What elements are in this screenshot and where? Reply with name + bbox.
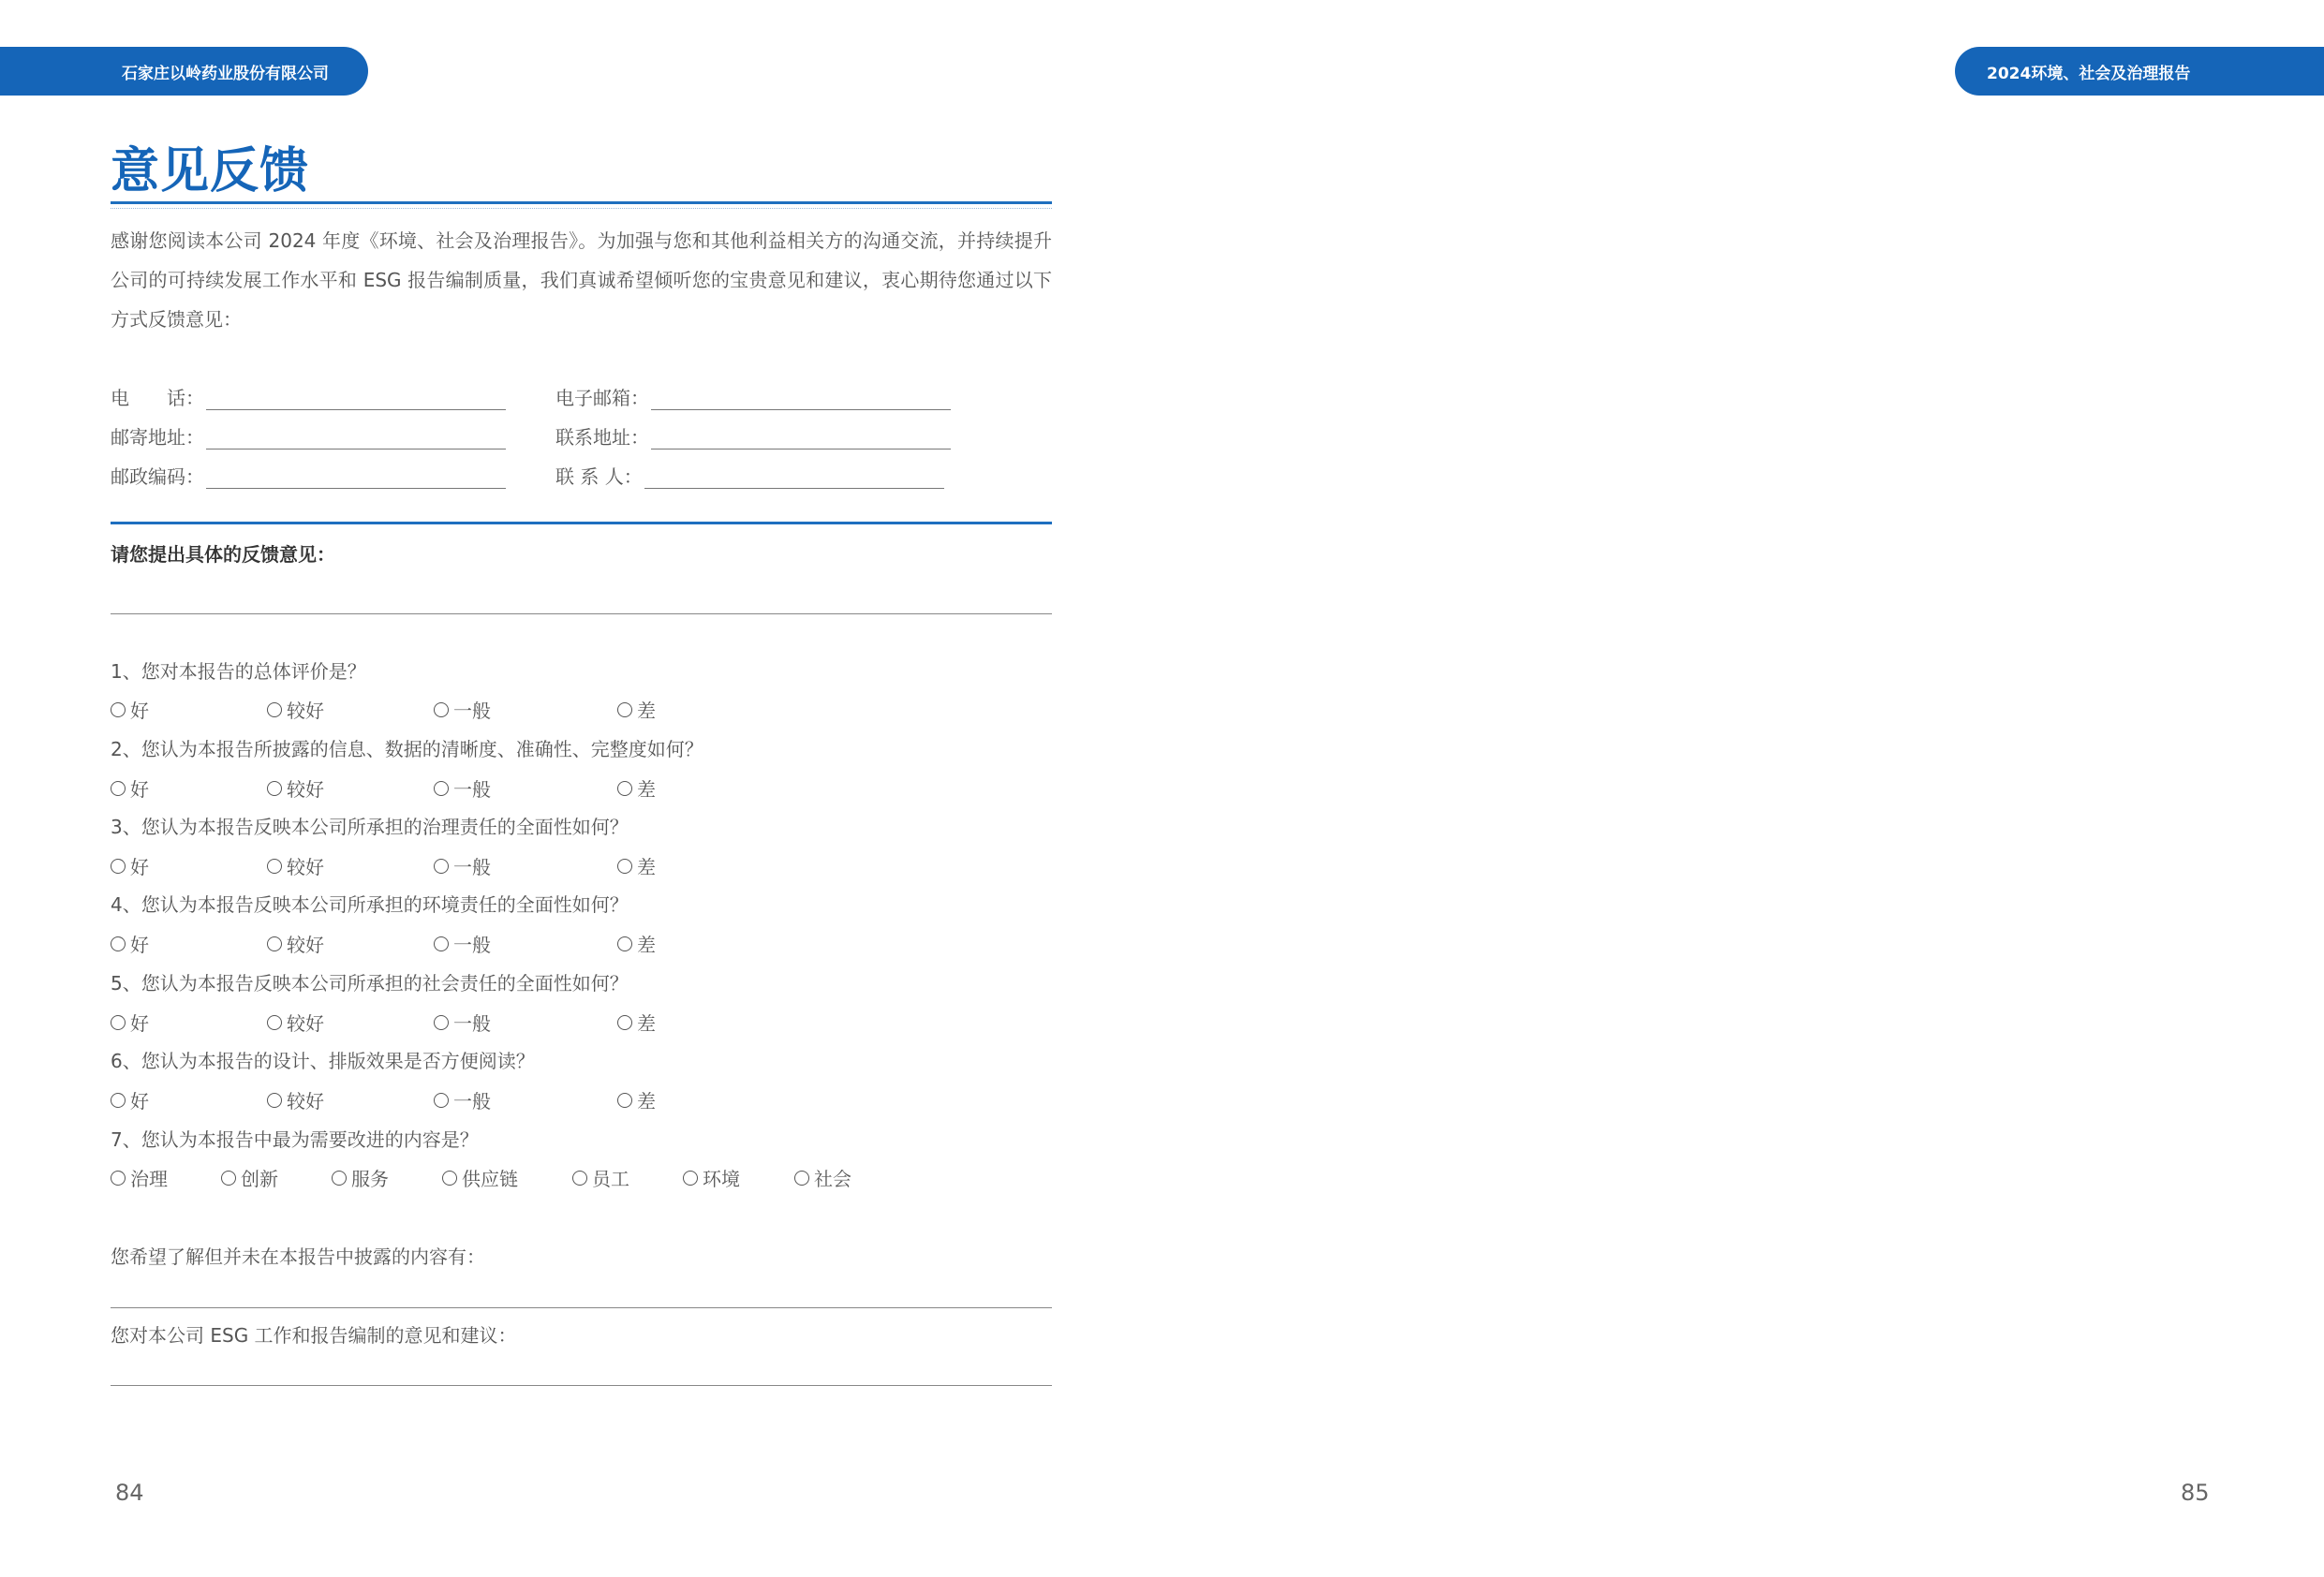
radio-icon[interactable]	[111, 936, 126, 951]
question-7: 7、您认为本报告中最为需要改进的内容是？	[111, 1128, 479, 1151]
radio-icon[interactable]	[111, 1015, 126, 1030]
q7-option-governance[interactable]: 治理	[111, 1164, 168, 1191]
contact-person-field[interactable]	[555, 461, 944, 489]
question-5: 5、您认为本报告反映本公司所承担的社会责任的全面性如何？	[111, 972, 629, 995]
radio-icon[interactable]	[617, 702, 632, 717]
q2-option-fairly-good[interactable]: 较好	[267, 774, 324, 802]
radio-icon[interactable]	[434, 859, 449, 874]
q1-option-poor[interactable]: 差	[617, 696, 656, 723]
phone-field[interactable]	[111, 382, 506, 410]
radio-icon[interactable]	[794, 1171, 809, 1186]
radio-icon[interactable]	[434, 936, 449, 951]
phone-label: 电 话：	[111, 387, 204, 409]
q6-option-poor[interactable]: 差	[617, 1086, 656, 1113]
contact-address-field[interactable]	[555, 421, 951, 450]
q3-option-fairly-good[interactable]: 较好	[267, 852, 324, 879]
page-number-left: 84	[115, 1480, 144, 1506]
radio-icon[interactable]	[617, 781, 632, 796]
section-rule	[111, 522, 1052, 524]
q7-option-innovation[interactable]: 创新	[221, 1164, 278, 1191]
q5-option-poor[interactable]: 差	[617, 1009, 656, 1036]
q2-option-average[interactable]: 一般	[434, 774, 491, 802]
q2-option-poor[interactable]: 差	[617, 774, 656, 802]
phone-input-line[interactable]	[206, 387, 506, 410]
title-dotted-rule	[111, 208, 1052, 209]
email-field[interactable]	[555, 382, 951, 410]
radio-icon[interactable]	[267, 936, 282, 951]
report-name: 2024环境、社会及治理报告	[1987, 64, 2191, 83]
q7-option-society[interactable]: 社会	[794, 1164, 851, 1191]
radio-icon[interactable]	[267, 1093, 282, 1108]
postcode-field[interactable]	[111, 461, 506, 489]
radio-icon[interactable]	[617, 1093, 632, 1108]
q4-option-good[interactable]: 好	[111, 930, 149, 957]
address-input-line[interactable]	[206, 426, 506, 450]
company-tab	[0, 47, 368, 96]
page-number-right: 85	[2181, 1480, 2210, 1506]
q4-option-average[interactable]: 一般	[434, 930, 491, 957]
q7-option-service[interactable]: 服务	[332, 1164, 389, 1191]
radio-icon[interactable]	[111, 781, 126, 796]
intro-paragraph: 感谢您阅读本公司 2024 年度《环境、社会及治理报告》。为加强与您和其他利益相关方的沟通交流，并持续提升公司的可持续发展工作水平和 ESG 报告编制质量，我们真诚希望倾听您的宝贵意见和建议，衷心期待您通过以下方式反馈意见：	[111, 229, 1052, 331]
contact-address-input-line[interactable]	[651, 426, 951, 450]
q7-option-environment[interactable]: 环境	[683, 1164, 740, 1191]
radio-icon[interactable]	[111, 1171, 126, 1186]
q6-option-good[interactable]: 好	[111, 1086, 149, 1113]
report-tab	[1955, 47, 2324, 96]
radio-icon[interactable]	[267, 702, 282, 717]
question-2: 2、您认为本报告所披露的信息、数据的清晰度、准确性、完整度如何？	[111, 738, 703, 760]
radio-icon[interactable]	[434, 702, 449, 717]
radio-icon[interactable]	[617, 859, 632, 874]
undisclosed-content-prompt: 您希望了解但并未在本报告中披露的内容有：	[111, 1245, 485, 1268]
contact-address-label: 联系地址：	[555, 426, 649, 449]
q5-option-average[interactable]: 一般	[434, 1009, 491, 1036]
undisclosed-content-answer-line[interactable]	[111, 1307, 1052, 1308]
radio-icon[interactable]	[434, 1015, 449, 1030]
q7-option-supply-chain[interactable]: 供应链	[442, 1164, 518, 1191]
address-label: 邮寄地址：	[111, 426, 204, 449]
q1-option-average[interactable]: 一般	[434, 696, 491, 723]
q5-option-good[interactable]: 好	[111, 1009, 149, 1036]
radio-icon[interactable]	[221, 1171, 236, 1186]
email-label: 电子邮箱：	[555, 387, 649, 409]
postcode-input-line[interactable]	[206, 465, 506, 489]
page-title: 意见反馈	[111, 143, 310, 199]
q6-option-average[interactable]: 一般	[434, 1086, 491, 1113]
radio-icon[interactable]	[267, 859, 282, 874]
postcode-label: 邮政编码：	[111, 465, 204, 488]
question-6: 6、您认为本报告的设计、排版效果是否方便阅读？	[111, 1050, 535, 1072]
radio-icon[interactable]	[683, 1171, 698, 1186]
esg-suggestion-answer-line[interactable]	[111, 1385, 1052, 1386]
feedback-answer-line[interactable]	[111, 613, 1052, 614]
email-input-line[interactable]	[651, 387, 951, 410]
q3-option-poor[interactable]: 差	[617, 852, 656, 879]
radio-icon[interactable]	[267, 1015, 282, 1030]
contact-person-label: 联 系 人：	[555, 465, 643, 488]
radio-icon[interactable]	[267, 781, 282, 796]
radio-icon[interactable]	[434, 1093, 449, 1108]
q7-option-employees[interactable]: 员工	[572, 1164, 629, 1191]
q3-option-average[interactable]: 一般	[434, 852, 491, 879]
q4-option-poor[interactable]: 差	[617, 930, 656, 957]
q1-option-fairly-good[interactable]: 较好	[267, 696, 324, 723]
q5-option-fairly-good[interactable]: 较好	[267, 1009, 324, 1036]
q1-option-good[interactable]: 好	[111, 696, 149, 723]
radio-icon[interactable]	[617, 1015, 632, 1030]
title-rule	[111, 201, 1052, 204]
radio-icon[interactable]	[111, 859, 126, 874]
q4-option-fairly-good[interactable]: 较好	[267, 930, 324, 957]
question-3: 3、您认为本报告反映本公司所承担的治理责任的全面性如何？	[111, 816, 629, 838]
address-field[interactable]	[111, 421, 506, 450]
radio-icon[interactable]	[442, 1171, 457, 1186]
radio-icon[interactable]	[111, 1093, 126, 1108]
feedback-heading: 请您提出具体的反馈意见：	[111, 543, 335, 566]
radio-icon[interactable]	[617, 936, 632, 951]
radio-icon[interactable]	[434, 781, 449, 796]
company-name: 石家庄以岭药业股份有限公司	[122, 64, 329, 83]
q2-option-good[interactable]: 好	[111, 774, 149, 802]
radio-icon[interactable]	[111, 702, 126, 717]
radio-icon[interactable]	[332, 1171, 347, 1186]
question-4: 4、您认为本报告反映本公司所承担的环境责任的全面性如何？	[111, 893, 629, 916]
contact-person-input-line[interactable]	[644, 465, 944, 489]
question-1: 1、您对本报告的总体评价是？	[111, 660, 366, 683]
q3-option-good[interactable]: 好	[111, 852, 149, 879]
q6-option-fairly-good[interactable]: 较好	[267, 1086, 324, 1113]
esg-suggestion-prompt: 您对本公司 ESG 工作和报告编制的意见和建议：	[111, 1324, 517, 1347]
radio-icon[interactable]	[572, 1171, 587, 1186]
